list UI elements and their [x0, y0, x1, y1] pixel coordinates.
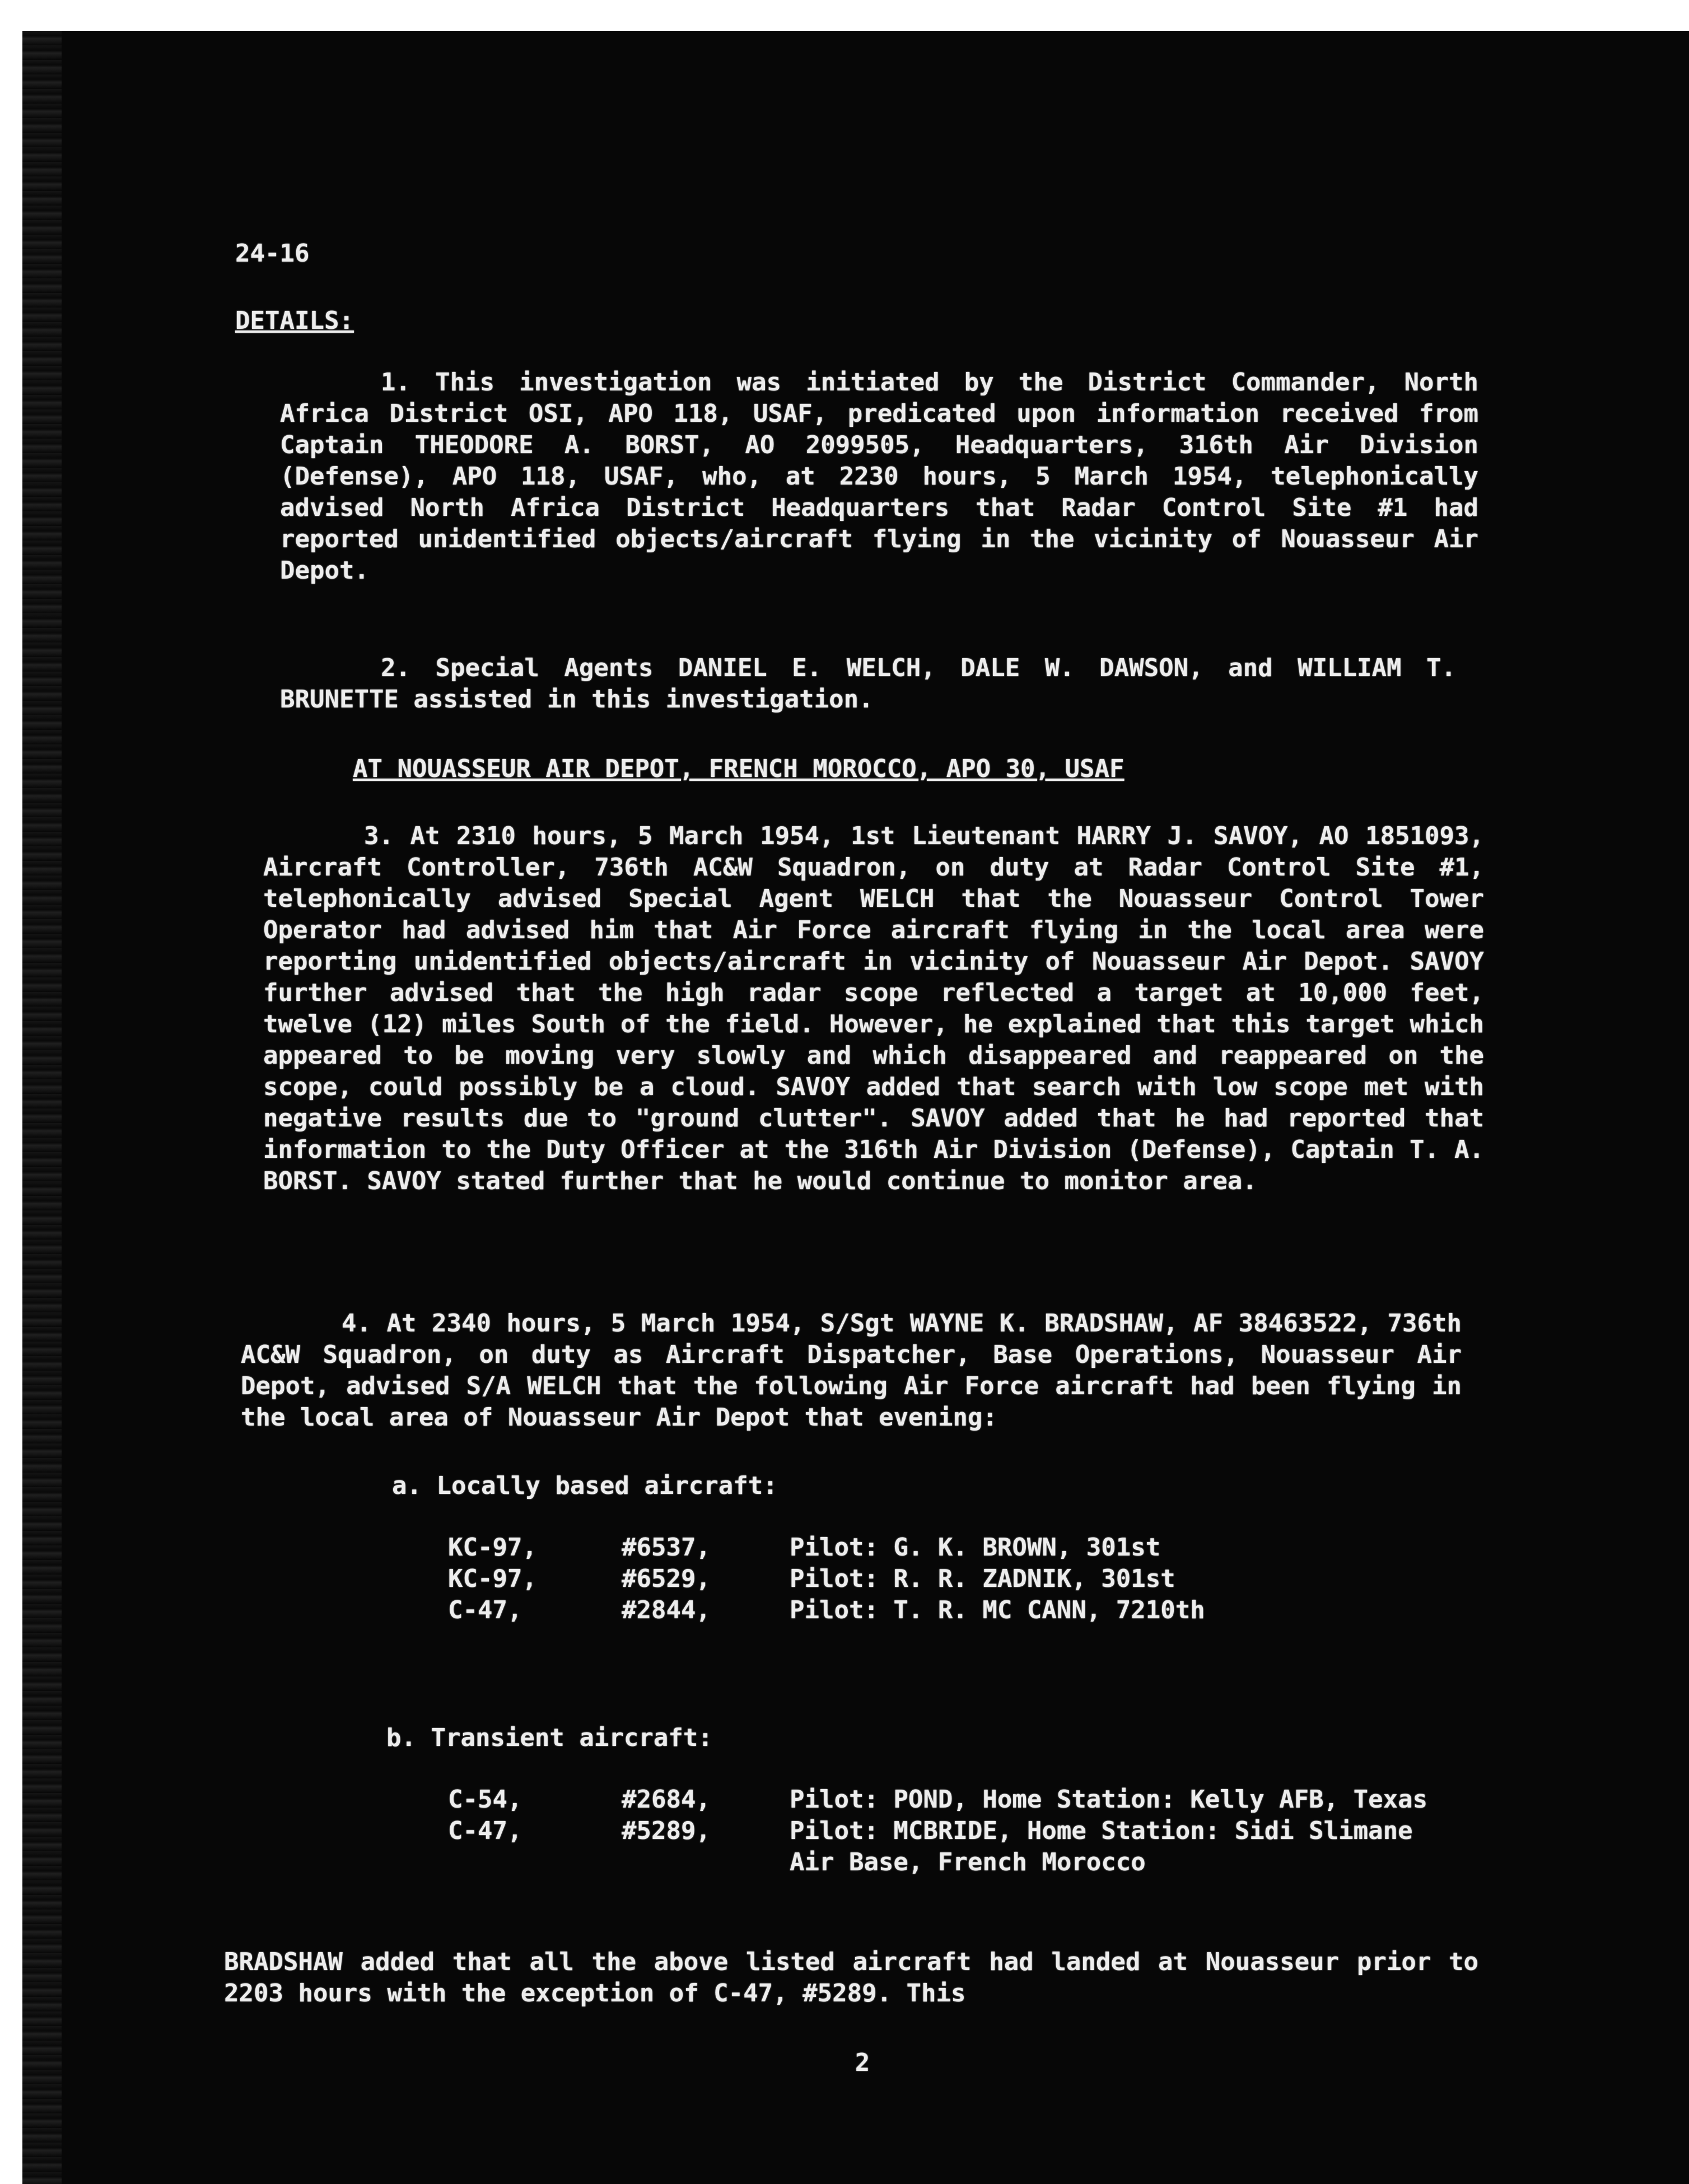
aircraft-pilot: Pilot: R. R. ZADNIK, 301st	[790, 1564, 1175, 1593]
page-id: 24-16	[235, 239, 310, 268]
paragraph-3: 3. At 2310 hours, 5 March 1954, 1st Lieutenant HARRY J. SAVOY, AO 1851093, Aircraft Controller, 736th AC&W Squadron, on duty at Radar Control Site #1, telephonically advised Special Agent WELCH that the Nouasseur Control Tower Operator had advised him that Air Force aircraft flying in the local area were reporting unidentified objects/aircraft in vicinity of Nouasseur Air Depot. SAVOY further advised that the high radar scope reflected a target at 10,000 feet, twelve (12) miles South of the field. However, he explained that this target which appeared to be moving very slowly and which disappeared and reappeared on the scope, could possibly be a cloud. SAVOY added that search with low scope met with negative results due to "ground clutter". SAVOY added that he had reported that information to the Duty Officer at the 316th Air Division (Defense), Captain T. A. BORST. SAVOY stated further that he would continue to monitor area.	[263, 822, 1484, 1195]
aircraft-row	[448, 1563, 1512, 1595]
aircraft-number: #5289,	[622, 1817, 711, 1845]
aircraft-type: KC-97,	[448, 1533, 537, 1562]
aircraft-pilot: Pilot: T. R. MC CANN, 7210th	[790, 1596, 1205, 1624]
classification-stamp-faded-footer	[610, 2098, 1058, 2131]
aircraft-pilot: Pilot: G. K. BROWN, 301st	[790, 1533, 1161, 1562]
location-heading: AT NOUASSEUR AIR DEPOT, FRENCH MOROCCO, APO 30, USAF	[353, 755, 1125, 783]
aircraft-row	[448, 1815, 1512, 1847]
scan-edge-noise	[22, 31, 62, 2184]
aircraft-number: #6537,	[622, 1533, 711, 1562]
document-page	[22, 31, 1689, 2184]
aircraft-row-continuation: Air Base, French Morocco	[790, 1848, 1146, 1876]
classification-stamp-faded	[874, 188, 1288, 213]
aircraft-row	[448, 1532, 1512, 1563]
aircraft-pilot: Pilot: MCBRIDE, Home Station: Sidi Slimane	[790, 1817, 1413, 1845]
aircraft-type: C-47,	[448, 1596, 522, 1624]
paragraph-2: 2. Special Agents DANIEL E. WELCH, DALE W. DAWSON, and WILLIAM T. BRUNETTE assisted in this investigation.	[280, 654, 1456, 714]
aircraft-type: C-47,	[448, 1817, 522, 1845]
closing-paragraph: BRADSHAW added that all the above listed aircraft had landed at Nouasseur prior to 2203 hours with the exception of C-47, #5289. This	[224, 1948, 1478, 2008]
transient-aircraft-list	[448, 1784, 1512, 1878]
aircraft-row	[448, 1595, 1512, 1626]
aircraft-number: #2844,	[622, 1596, 711, 1624]
locally-based-aircraft-list	[448, 1532, 1512, 1626]
aircraft-number: #6529,	[622, 1564, 711, 1593]
list-a-heading: a. Locally based aircraft:	[392, 1471, 778, 1500]
paragraph-1: 1. This investigation was initiated by the District Commander, North Africa District OSI, APO 118, USAF, predicated upon information received from Captain THEODORE A. BORST, AO 2099505, Headquarters, 316th Air Division (Defense), APO 118, USAF, who, at 2230 hours, 5 March 1954, telephonically advised North Africa District Headquarters that Radar Control Site #1 had reported unidentified objects/aircraft flying in the vicinity of Nouasseur Air Depot.	[280, 368, 1478, 585]
aircraft-number: #2684,	[622, 1785, 711, 1814]
paragraph-4: 4. At 2340 hours, 5 March 1954, S/Sgt WAYNE K. BRADSHAW, AF 38463522, 736th AC&W Squadron, on duty as Aircraft Dispatcher, Base Operations, Nouasseur Air Depot, advised S/A WELCH that the following Air Force aircraft had been flying in the local area of Nouasseur Air Depot that evening:	[241, 1309, 1462, 1432]
aircraft-row	[448, 1784, 1512, 1815]
aircraft-type: KC-97,	[448, 1564, 537, 1593]
aircraft-pilot: Pilot: POND, Home Station: Kelly AFB, Texas	[790, 1785, 1428, 1814]
details-heading: DETAILS:	[235, 306, 354, 335]
page-number: 2	[855, 2048, 870, 2077]
aircraft-type: C-54,	[448, 1785, 522, 1814]
list-b-heading: b. Transient aircraft:	[386, 1724, 713, 1752]
